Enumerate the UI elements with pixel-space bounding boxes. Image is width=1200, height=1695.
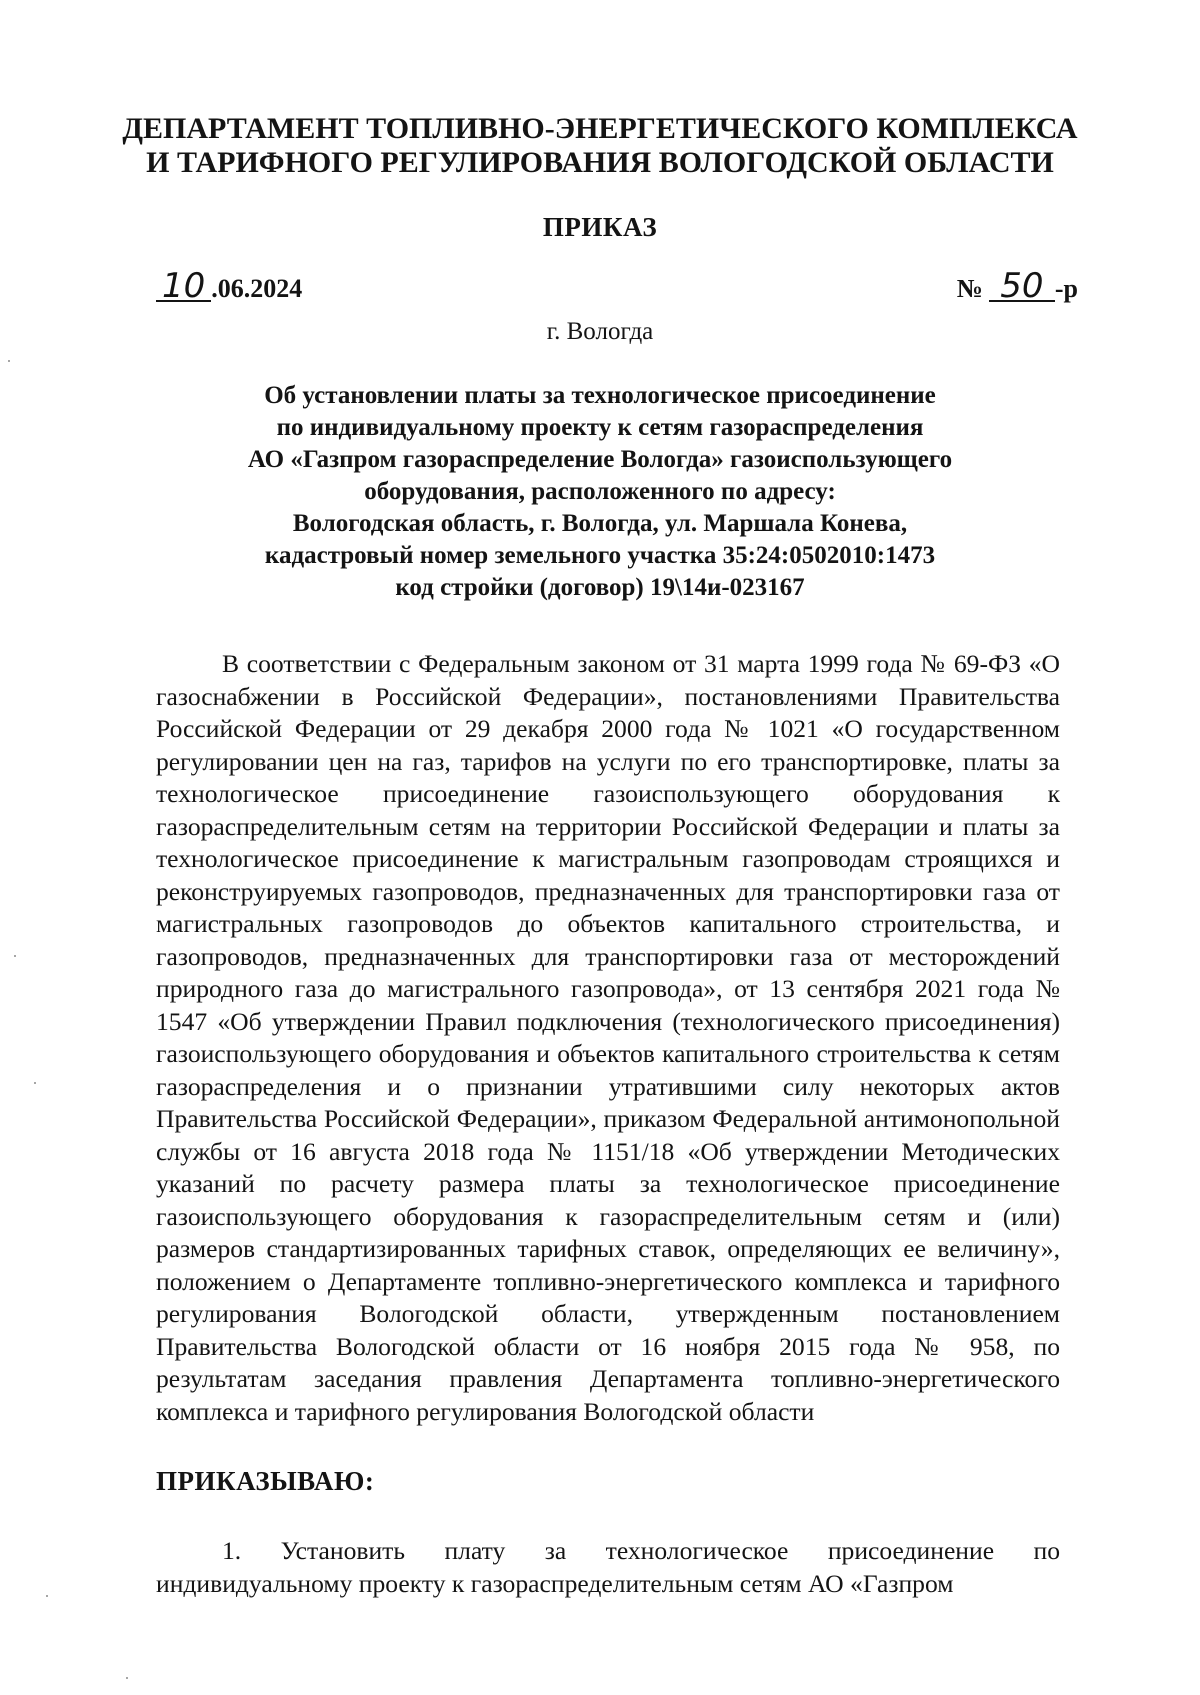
department-name-line-1: ДЕПАРТАМЕНТ ТОПЛИВНО-ЭНЕРГЕТИЧЕСКОГО КОМПЛЕКСА <box>122 112 1078 145</box>
subject-line: по индивидуальному проекту к сетям газораспределения <box>276 414 924 441</box>
order-number <box>956 266 1078 306</box>
subject-line: оборудования, расположенного по адресу: <box>364 478 836 505</box>
scan-speck <box>14 955 16 957</box>
date-rest: .06.2024 <box>211 274 303 303</box>
city-name: г. Вологда <box>546 318 654 345</box>
subject-line: кадастровый номер земельного участка 35:24:0502010:1473 <box>264 542 936 569</box>
subject-line: АО «Газпром газораспределение Вологда» газоиспользующего <box>247 446 953 473</box>
scan-speck <box>126 1677 128 1679</box>
scan-speck <box>34 1082 36 1084</box>
scan-speck <box>46 1595 48 1597</box>
order-item-1: 1. Установить плату за технологическое присоединение по индивидуальному проекту к газораспределительным сетям АО «Газпром <box>156 1536 1060 1598</box>
order-subject <box>150 380 1050 604</box>
subject-line: код стройки (договор) 19\14и-023167 <box>395 574 805 601</box>
department-header <box>120 112 1080 180</box>
handwritten-day: 10 <box>156 272 211 302</box>
number-suffix: -р <box>1054 274 1078 303</box>
subject-line: Об установлении платы за технологическое присоединение <box>264 382 936 409</box>
subject-line: Вологодская область, г. Вологда, ул. Маршала Конева, <box>292 510 908 537</box>
document-type-title: ПРИКАЗ <box>542 212 658 242</box>
handwritten-number: 50 <box>989 272 1055 302</box>
order-date <box>156 266 303 306</box>
number-sign: № <box>956 274 983 303</box>
department-name-line-2: И ТАРИФНОГО РЕГУЛИРОВАНИЯ ВОЛОГОДСКОЙ ОБЛАСТИ <box>146 146 1054 179</box>
scan-speck <box>8 360 10 362</box>
directive-heading: ПРИКАЗЫВАЮ: <box>156 1466 375 1496</box>
preamble-paragraph: В соответствии с Федеральным законом от 31 марта 1999 года № 69-ФЗ «О газоснабжении в Российской Федерации», постановлениями Правительства Российской Федерации от 29 декабря 2000 года № 1021 «О государственном регулировании цен на газ, тарифов на услуги по его транспортировке, платы за технологическое присоединение газоиспользующего оборудования к газораспределительным сетям на территории Российской Федерации и платы за технологическое присоединение к магистральным газопроводам строящихся и реконструируемых газопроводов, предназначенных для транспортировки газа от магистральных газопроводов до объектов капитального строительства, и газопроводов, предназначенных для транспортировки газа от месторождений природного газа до магистрального газопровода», от 13 сентября 2021 года № 1547 «Об утверждении Правил подключения (технологического присоединения) газоиспользующего оборудования и объектов капитального строительства к сетям газораспределения и о признании утратившими силу некоторых актов Правительства Российской Федерации», приказом Федеральной антимонопольной службы от 16 августа 2018 года № 1151/18 «Об утверждении Методических указаний по расчету размера платы за технологическое присоединение газоиспользующего оборудования к газораспределительным сетям и (или) размеров стандартизированных тарифных ставок, определяющих ее величину», положением о Департаменте топливно-энергетического комплекса и тарифного регулирования Вологодской области, утвержденным постановлением Правительства Вологодской области от 16 ноября 2015 года № 958, по результатам заседания правления Департамента топливно-энергетического комплекса и тарифного регулирования Вологодской области <box>156 649 1060 1426</box>
